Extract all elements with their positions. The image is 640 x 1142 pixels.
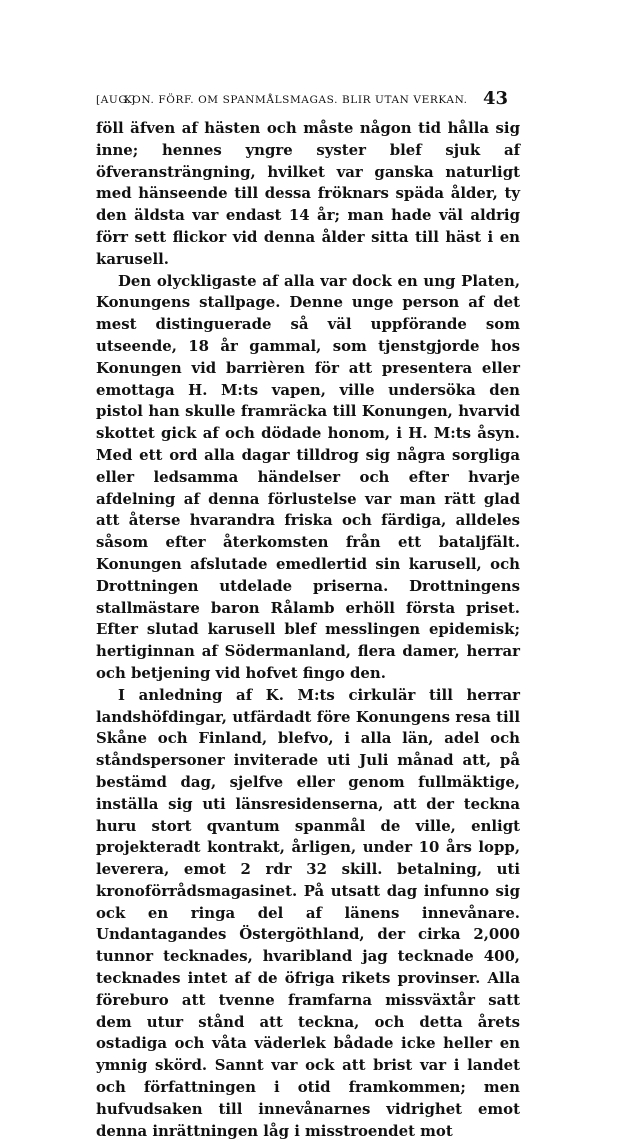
body-text [96, 118, 520, 1142]
running-head-title: KON. FÖRF. OM SPANMÅLSMAGAS. BLIR UTAN VERKAN. [124, 94, 468, 106]
running-head-section-tag: [AUG.] [96, 94, 136, 106]
page-number: 43 [482, 88, 508, 109]
paragraph-spanmal: I anledning af K. M:ts cirkulär till herrar landshöfdingar, utfärdadt före Konungens resa till Skåne och Finland, blefvo, i alla län, adel och ståndspersoner inviterade uti Juli månad att, på bestämd dag, sjelfve eller genom fullmäktige, inställa sig uti länsresidenserna, att der teckna huru stort qvantum spanmål de ville, enligt projekteradt kontrakt, årligen, under 10 års lopp, leverera, emot 2 rdr 32 skill. betalning, uti kronoförrådsmagasinet. På utsatt dag infunno sig ock en ringa del af länens innevånare. Undantagandes Östergöthland, der cirka 2,000 tunnor tecknades, hvaribland jag tecknade 400, tecknades intet af de öfriga rikets provinser. Alla föreburo att tvenne framfarna missväxtår satt dem utur stånd att teckna, och detta årets ostadiga och våta väderlek bådade icke heller en ymnig skörd. Sannt var ock att brist var i landet och författningen i otid framkommen; men hufvudsaken till innevånarnes vidrighet emot denna inrättningen låg i misstroendet mot [96, 685, 520, 1140]
paragraph-platen: Den olyckligaste af alla var dock en ung Platen, Konungens stallpage. Denne unge person af det mest distinguerade så väl uppförande som utseende, 18 år gammal, som tjenstgjorde hos Konungen vid barrièren för att presentera eller emottaga H. M:ts vapen, ville undersöka den pistol han skulle framräcka till Konungen, hvarvid skottet gick af och dödade honom, i H. M:ts åsyn. Med ett ord alla dagar tilldrog sig några sorgliga eller ledsamma händelser och efter hvarje afdelning af denna förlustelse var man rätt glad att återse hvarandra friska och färdiga, alldeles såsom efter återkomsten från ett bataljfält. Konungen afslutade emedlertid sin karusell, och Drottningen utdelade priserna. Drottningens stallmästare baron Rålamb erhöll första priset. Efter slutad karusell blef messlingen epidemisk; hertiginnan af Södermanland, flera damer, herrar och betjening vid hofvet fingo den. [96, 271, 520, 682]
running-head [96, 88, 508, 110]
paragraph-continued: föll äfven af hästen och måste någon tid hålla sig inne; hennes yngre syster blef sjuk af öfveransträngning, hvilket var ganska naturligt med hänseende till dessa fröknars späda ålder, ty den äldsta var endast 14 år; man hade väl aldrig förr sett flickor vid denna ålder sitta till häst i en karusell. [96, 119, 520, 268]
